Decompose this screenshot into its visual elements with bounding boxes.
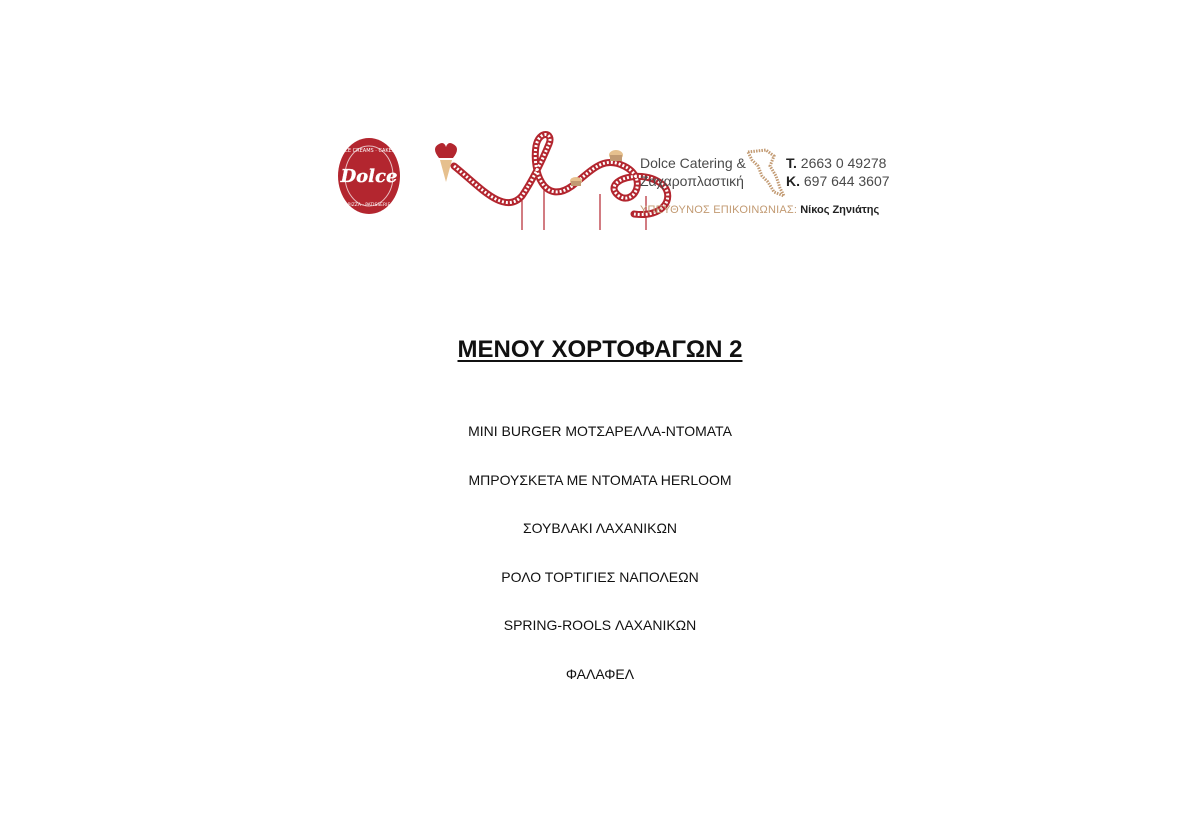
mobile-number: 697 644 3607 (803, 173, 890, 189)
cupcake-icon (570, 177, 582, 186)
ice-cream-icon (435, 143, 457, 182)
menu-item: SPRING-ROOLS ΛΑΧΑΝΙΚΩΝ (503, 617, 697, 634)
svg-text:ICE CREAMS · CAKES: ICE CREAMS · CAKES (342, 148, 396, 154)
contact-person: ΥΠΕΥΘΥΝΟΣ ΕΠΙΚΟΙΝΩΝΙΑΣ: Νίκος Ζηνιάτης (640, 204, 880, 216)
dolce-logo (336, 132, 402, 216)
phone-numbers: Τ. 2663 0 49278 Κ. 697 644 3607 (786, 155, 890, 189)
menu-item: ΣΟΥΒΛΑΚΙ ΛΑΧΑΝΙΚΩΝ (522, 520, 678, 537)
company-name: Dolce Catering & Ζαχαροπλαστική (640, 155, 746, 189)
menu-list (0, 422, 1200, 714)
corfu-island-icon (744, 148, 788, 200)
menu-item: ΡΟΛΟ ΤΟΡΤΙΓΙΕΣ ΝΑΠΟΛΕΩΝ (501, 568, 699, 585)
letterhead (334, 126, 894, 236)
svg-text:Dolce: Dolce (340, 166, 398, 187)
phone-number: 2663 0 49278 (800, 155, 887, 171)
cupcake-icon (609, 150, 623, 161)
menu-item: ΦΑΛΑΦΕΛ (565, 665, 635, 682)
svg-text:PIZZA · PATISSERIE: PIZZA · PATISSERIE (347, 203, 391, 208)
menu-item: MINI BURGER ΜΟΤΣΑΡΕΛΛΑ-ΝΤΟΜΑΤΑ (468, 423, 732, 439)
page-title: ΜΕΝΟΥ ΧΟΡΤΟΦΑΓΩΝ 2 (457, 336, 743, 363)
menu-item: ΜΠΡΟΥΣΚΕΤΑ ΜΕ ΝΤΟΜΑΤΑ HERLOOM (468, 471, 732, 488)
